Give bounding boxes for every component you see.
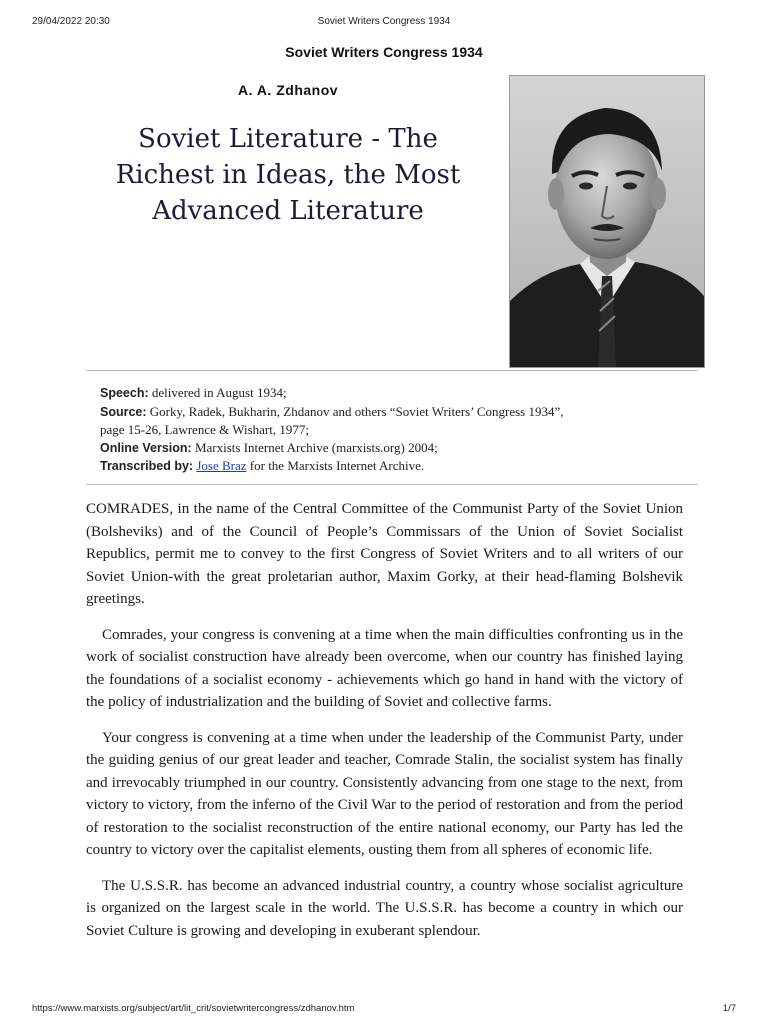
print-footer: [32, 1003, 736, 1014]
info-divider: [86, 484, 698, 485]
author-name: A. A. Zdhanov: [237, 82, 339, 98]
print-page-title: Soviet Writers Congress 1934: [317, 16, 451, 27]
speech-value: delivered in August 1934;: [151, 385, 287, 400]
site-title: Soviet Writers Congress 1934: [285, 44, 483, 60]
speech-line: [100, 384, 700, 403]
paragraph: COMRADES, in the name of the Central Committee of the Communist Party of the Soviet Union (Bolsheviks) and of the Council of People’s Commissars of the Union of Soviet Socialist Republics, permit me to convey to the first Congress of Soviet Writers and to all writers of our Soviet Union-with the great proletarian author, Maxim Gorky, at their head-flaming Bolshevik greetings.: [86, 501, 683, 607]
source-value: Gorky, Radek, Bukharin, Zhdanov and others “Soviet Writers’ Congress 1934”,: [149, 403, 564, 419]
page-number: 1/7: [722, 1003, 736, 1014]
online-version-line: [100, 439, 700, 458]
source-line: [100, 403, 700, 439]
print-datetime: 29/04/2022 20:30: [32, 16, 110, 27]
speech-label: Speech:: [100, 386, 149, 400]
print-header: [32, 16, 736, 27]
paragraph: Comrades, your congress is convening at a time when the main difficulties confronting us in the work of socialist construction have already been overcome, when our country has finished laying the foundations of a socialist economy - achievements which go hand in hand with the victory of the policy of industrialization and the building of Soviet and collective farms.: [86, 626, 683, 710]
transcribed-label: Transcribed by:: [100, 459, 194, 473]
article-headline: Soviet Literature - The Richest in Ideas, the Most Advanced Literature: [115, 124, 461, 226]
header-divider: [86, 370, 698, 371]
source-info: [100, 384, 700, 476]
transcribed-rest: for the Marxists Internet Archive.: [249, 458, 425, 473]
paragraph: Your congress is convening at a time when under the leadership of the Communist Party, under the guiding genius of our great leader and teacher, Comrade Stalin, the socialist system has finally and irrevocably triumphed in our country. Consistently advancing from one stage to the next, from victory to victory, from the inferno of the Civil War to the period of restoration and from the period of restoration to the socialist reconstruction of the entire national economy, our Party has led the country to victory over the capitalist elements, ousting them from all spheres of economic life.: [86, 729, 683, 858]
online-version-value: Marxists Internet Archive (marxists.org) 2004;: [194, 439, 438, 455]
transcribed-line: [100, 457, 700, 476]
online-version-label: Online Version:: [100, 440, 192, 455]
portrait-illustration: [510, 76, 704, 367]
transcriber-link[interactable]: Jose Braz: [196, 458, 247, 473]
page-url: https://www.marxists.org/subject/art/lit_crit/sovietwritercongress/zdhanov.htm: [32, 1003, 355, 1014]
author-portrait: [509, 75, 705, 368]
paragraph: The U.S.S.R. has become an advanced industrial country, a country whose socialist agriculture is organized on the largest scale in the world. The U.S.S.R. has become a country in which our Soviet Culture is growing and developing in exuberant splendour.: [86, 877, 683, 939]
source-value-continued: page 15-26, Lawrence & Wishart, 1977;: [100, 422, 309, 437]
article-body: [86, 498, 683, 955]
source-label: Source:: [100, 404, 147, 419]
